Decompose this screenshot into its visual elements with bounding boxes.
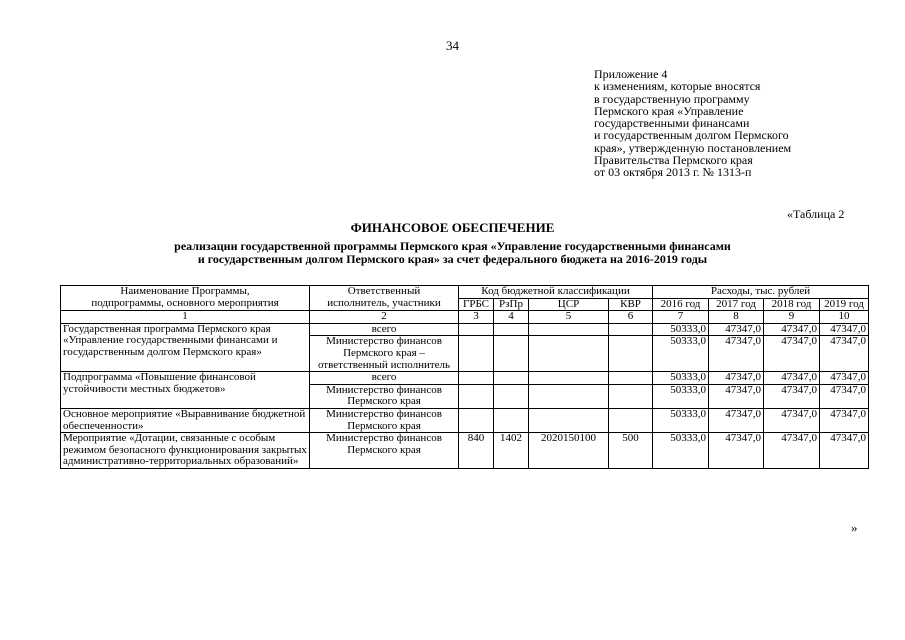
page-number: 34	[446, 38, 459, 53]
cell-2018: 47347,0	[764, 408, 820, 432]
table-header-row	[61, 286, 869, 299]
cell-csr	[529, 323, 609, 336]
appendix-line: в государственную программу	[594, 91, 750, 106]
cell-kvr	[609, 372, 653, 385]
row-executor: всего	[310, 372, 459, 385]
cell-2017: 47347,0	[709, 372, 764, 385]
cell-2017: 47347,0	[709, 433, 764, 469]
header-csr: ЦСР	[529, 298, 609, 311]
appendix-line: Правительства Пермского края	[594, 153, 753, 168]
cell-rzpr	[494, 372, 529, 385]
subtitle-line: и государственным долгом Пермского края» за счет федерального бюджета на 2016-2019 годы	[197, 251, 708, 266]
cell-csr	[529, 408, 609, 432]
appendix-line: к изменениям, которые вносятся	[594, 79, 761, 94]
cell-2016: 50333,0	[653, 323, 709, 336]
cell-2019: 47347,0	[820, 336, 869, 372]
column-number: 10	[820, 311, 869, 324]
header-rzpr: РзПр	[494, 298, 529, 311]
row-executor: всего	[310, 323, 459, 336]
appendix-line: Пермского края «Управление	[594, 103, 744, 118]
header-name: Наименование Программы, подпрограммы, основного мероприятия	[61, 286, 310, 311]
financing-table	[60, 285, 869, 469]
header-budget-code: Код бюджетной классификации	[459, 286, 653, 299]
row-executor: Министерство финансов Пермского края	[310, 384, 459, 408]
cell-2019: 47347,0	[820, 384, 869, 408]
cell-csr	[529, 336, 609, 372]
cell-rzpr: 1402	[494, 433, 529, 469]
appendix-line: и государственным долгом Пермского	[594, 128, 789, 143]
cell-grbs	[459, 408, 494, 432]
header-grbs: ГРБС	[459, 298, 494, 311]
table-row	[61, 408, 869, 432]
cell-grbs	[459, 384, 494, 408]
cell-2016: 50333,0	[653, 433, 709, 469]
row-name: Государственная программа Пермского края «Управление государственными финансами и государственным долгом Пермского края»	[61, 323, 310, 371]
closing-quote: »	[851, 520, 858, 535]
document-title: ФИНАНСОВОЕ ОБЕСПЕЧЕНИЕ	[350, 220, 555, 235]
appendix-line: края», утвержденную постановлением	[594, 140, 792, 155]
column-number: 7	[653, 311, 709, 324]
table-row	[61, 433, 869, 469]
header-executor: Ответственный исполнитель, участники	[310, 286, 459, 311]
header-year-2018: 2018 год	[764, 298, 820, 311]
cell-2018: 47347,0	[764, 323, 820, 336]
cell-2018: 47347,0	[764, 336, 820, 372]
cell-2019: 47347,0	[820, 323, 869, 336]
cell-kvr: 500	[609, 433, 653, 469]
document-subtitle	[0, 240, 905, 265]
cell-kvr	[609, 336, 653, 372]
appendix-line: государственными финансами	[594, 116, 750, 131]
appendix-line: от 03 октября 2013 г. № 1313-п	[594, 165, 752, 180]
cell-kvr	[609, 408, 653, 432]
cell-2016: 50333,0	[653, 408, 709, 432]
cell-kvr	[609, 384, 653, 408]
table-row	[61, 372, 869, 385]
row-name: Основное мероприятие «Выравнивание бюджетной обеспеченности»	[61, 408, 310, 432]
appendix-line: Приложение 4	[594, 67, 668, 81]
column-number: 3	[459, 311, 494, 324]
header-year-2016: 2016 год	[653, 298, 709, 311]
cell-rzpr	[494, 384, 529, 408]
cell-rzpr	[494, 336, 529, 372]
column-number: 4	[494, 311, 529, 324]
cell-2018: 47347,0	[764, 433, 820, 469]
row-name: Мероприятие «Дотации, связанные с особым режимом безопасного функционирования закрытых административно-территориальных образований»	[61, 433, 310, 469]
column-number: 8	[709, 311, 764, 324]
cell-grbs: 840	[459, 433, 494, 469]
cell-2016: 50333,0	[653, 372, 709, 385]
cell-grbs	[459, 336, 494, 372]
cell-grbs	[459, 323, 494, 336]
column-number: 2	[310, 311, 459, 324]
row-executor: Министерство финансов Пермского края	[310, 433, 459, 469]
cell-grbs	[459, 372, 494, 385]
column-number: 1	[61, 311, 310, 324]
column-number: 5	[529, 311, 609, 324]
appendix-note	[594, 68, 791, 179]
cell-2019: 47347,0	[820, 408, 869, 432]
header-expenses: Расходы, тыс. рублей	[653, 286, 869, 299]
cell-kvr	[609, 323, 653, 336]
cell-csr	[529, 372, 609, 385]
column-number: 9	[764, 311, 820, 324]
cell-rzpr	[494, 323, 529, 336]
header-year-2019: 2019 год	[820, 298, 869, 311]
table-row	[61, 323, 869, 336]
cell-2018: 47347,0	[764, 384, 820, 408]
cell-rzpr	[494, 408, 529, 432]
cell-2017: 47347,0	[709, 408, 764, 432]
subtitle-line: реализации государственной программы Пермского края «Управление государственными финансами	[174, 239, 731, 253]
cell-2017: 47347,0	[709, 323, 764, 336]
cell-2019: 47347,0	[820, 433, 869, 469]
column-number: 6	[609, 311, 653, 324]
cell-csr: 2020150100	[529, 433, 609, 469]
cell-2016: 50333,0	[653, 384, 709, 408]
header-kvr: КВР	[609, 298, 653, 311]
column-number-row	[61, 311, 869, 324]
cell-2017: 47347,0	[709, 384, 764, 408]
row-name: Подпрограмма «Повышение финансовой устойчивости местных бюджетов»	[61, 372, 310, 409]
cell-2017: 47347,0	[709, 336, 764, 372]
header-year-2017: 2017 год	[709, 298, 764, 311]
row-executor: Министерство финансов Пермского края – ответственный исполнитель	[310, 336, 459, 372]
cell-2016: 50333,0	[653, 336, 709, 372]
cell-csr	[529, 384, 609, 408]
row-executor: Министерство финансов Пермского края	[310, 408, 459, 432]
cell-2018: 47347,0	[764, 372, 820, 385]
cell-2019: 47347,0	[820, 372, 869, 385]
table-label: «Таблица 2	[787, 207, 845, 221]
